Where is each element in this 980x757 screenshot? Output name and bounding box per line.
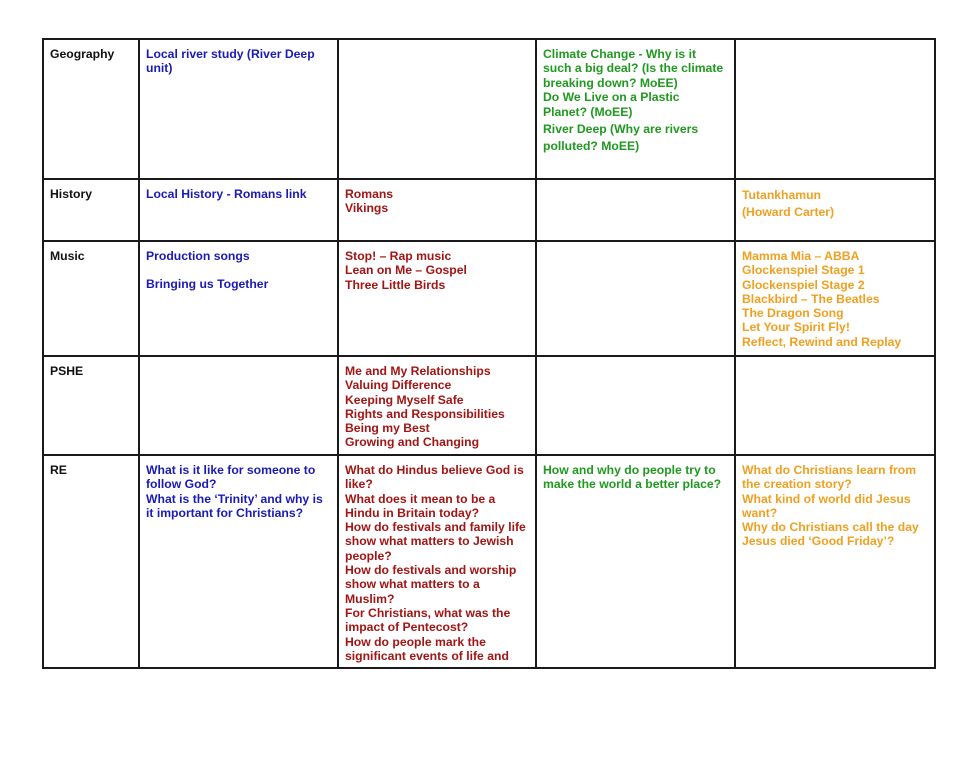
cell-line: impact of Pentecost? [345, 620, 469, 635]
cell-line: it important for Christians? [146, 505, 304, 520]
cell-line: Hindu in Britain today? [345, 505, 480, 520]
cell-term4 [735, 39, 935, 179]
curriculum-table [42, 38, 936, 669]
cell-term1 [139, 356, 338, 455]
cell-term3 [536, 455, 735, 668]
cell-line: How do people mark the [345, 634, 486, 649]
cell-line: Planet? (MoEE) [543, 105, 633, 120]
cell-line: significant events of life and [345, 648, 509, 663]
cell-line: What do Hindus believe God is [345, 463, 524, 477]
cell-line: Vikings [345, 201, 389, 216]
cell-line: How do festivals and worship [345, 563, 517, 578]
cell-term2 [338, 179, 536, 241]
cell-term1 [139, 241, 338, 356]
cell-line: Blackbird – The Beatles [742, 291, 880, 306]
cell-line: Three Little Birds [345, 277, 446, 292]
cell-line: Bringing us Together [146, 277, 269, 292]
cell-line: Production songs [146, 249, 250, 263]
cell-line: Local river study (River Deep [146, 47, 315, 61]
cell-line: Local History - Romans link [146, 187, 307, 201]
row-music [43, 241, 935, 356]
subject-cell: Music [43, 241, 139, 356]
cell-line: breaking down? MoEE) [543, 75, 678, 90]
cell-term2 [338, 39, 536, 179]
cell-line: What is it like for someone to [146, 463, 316, 477]
cell-term3 [536, 179, 735, 241]
cell-term3 [536, 356, 735, 455]
cell-line: What kind of world did Jesus [742, 491, 911, 506]
cell-line: Lean on Me – Gospel [345, 263, 467, 278]
cell-line: Being my Best [345, 421, 430, 436]
cell-line: What is the ‘Trinity’ and why is [146, 491, 323, 506]
cell-line: Do We Live on a Plastic [543, 89, 680, 104]
cell-line: Growing and Changing [345, 435, 480, 450]
subject-cell: RE [43, 455, 139, 668]
cell-line: Glockenspiel Stage 1 [742, 263, 865, 278]
subject-cell: Geography [43, 39, 139, 179]
cell-line: Climate Change - Why is it [543, 47, 697, 61]
cell-line: follow God? [146, 477, 217, 492]
cell-term1 [139, 455, 338, 668]
cell-line: Reflect, Rewind and Replay [742, 334, 902, 349]
cell-term4 [735, 241, 935, 356]
row-re [43, 455, 935, 668]
cell-line: Rights and Responsibilities [345, 406, 505, 421]
cell-line: Valuing Difference [345, 378, 452, 393]
cell-line: Let Your Spirit Fly! [742, 320, 850, 335]
subject-cell: History [43, 179, 139, 241]
row-history [43, 179, 935, 241]
cell-term1 [139, 179, 338, 241]
cell-line: Me and My Relationships [345, 364, 491, 378]
cell-term1 [139, 39, 338, 179]
cell-line: How and why do people try to [543, 463, 716, 477]
cell-line: (Howard Carter) [742, 205, 835, 219]
cell-line: Why do Christians call the day [742, 520, 919, 535]
cell-term2 [338, 356, 536, 455]
cell-term4 [735, 455, 935, 668]
cell-term2 [338, 455, 536, 668]
cell-line: Tutankhamun [742, 188, 821, 202]
cell-line: such a big deal? (Is the climate [543, 61, 724, 76]
subject-cell: PSHE [43, 356, 139, 455]
cell-line: like? [345, 477, 373, 492]
cell-line: Mamma Mia – ABBA [742, 249, 860, 263]
row-geography [43, 39, 935, 179]
cell-line: want? [742, 505, 778, 520]
cell-line: people? [345, 548, 392, 563]
cell-line: What does it mean to be a [345, 491, 496, 506]
spacer [146, 263, 331, 277]
cell-line: show what matters to a [345, 577, 480, 592]
cell-term3 [536, 241, 735, 356]
cell-line: For Christians, what was the [345, 605, 511, 620]
cell-line: unit) [146, 61, 173, 76]
cell-line: Glockenspiel Stage 2 [742, 277, 865, 292]
cell-line: River Deep (Why are rivers [543, 122, 699, 137]
cell-line: show what matters to Jewish [345, 534, 514, 549]
cell-term2 [338, 241, 536, 356]
cell-line: The Dragon Song [742, 306, 844, 321]
cell-term4 [735, 356, 935, 455]
cell-term4 [735, 179, 935, 241]
cell-line: Jesus died ‘Good Friday’? [742, 534, 895, 549]
cell-line: Romans [345, 187, 394, 201]
cell-line: polluted? MoEE) [543, 139, 640, 154]
cell-line: How do festivals and family life [345, 520, 526, 535]
cell-line: Keeping Myself Safe [345, 392, 464, 407]
cell-line: Stop! – Rap music [345, 249, 452, 263]
cell-line: the creation story? [742, 477, 852, 492]
cell-line: Muslim? [345, 591, 395, 606]
cell-line: What do Christians learn from [742, 463, 917, 477]
cell-term3 [536, 39, 735, 179]
cell-line: make the world a better place? [543, 477, 722, 492]
row-pshe [43, 356, 935, 455]
